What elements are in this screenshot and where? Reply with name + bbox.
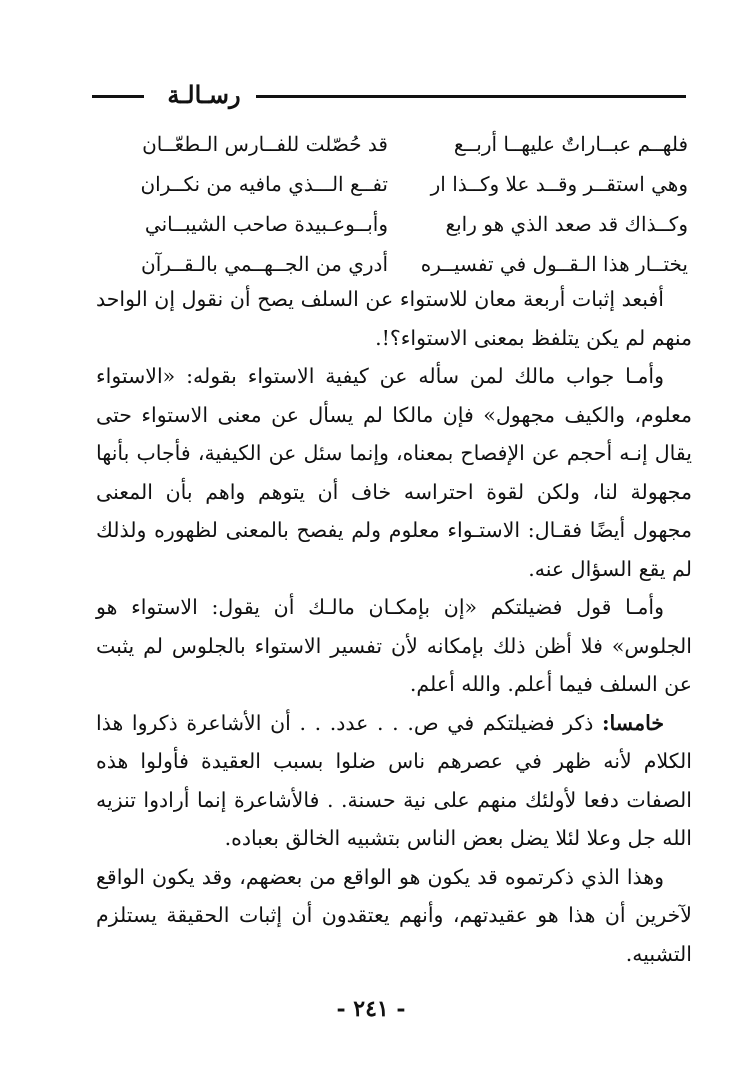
paragraph-2: وأمـا جواب مالك لمن سأله عن كيفية الاستواء بقوله: «الاستواء معلوم، والكيف مجهول» فإن مالكا لم يسأل عن معنى الاستواء حتى يقال إنـه أحجم عن الإفصاح بمعناه، وإنما سئل عن الكيفية، فأجاب بأنها مجهولة لنا، ولكن لقوة احتراسه خاف أن يتوهم واهم بأن المعنى مجهول أيضًا فقـال: الاستـواء معلوم ولم يفصح بالمعنى لظهوره ولذلك لم يقع السؤال عنه.	[96, 364, 692, 581]
header-rule-right	[256, 95, 686, 98]
verse-second-hemistich: وأبــوعـبيدة صاحب الشيبــاني	[144, 212, 388, 236]
verse-second-hemistich: قد حُصّلت للفــارس الـطعّــان	[142, 132, 388, 156]
paragraph-3: وأمـا قول فضيلتكم «إن بإمكـان مالـك أن يقول: الاستواء هو الجلوس» فلا أظن ذلك بإمكانه لأن تفسير الاستواء بالجلوس لم يثبت عن السلف فيما أعلم. والله أعلم.	[96, 595, 692, 696]
verse-first-hemistich: فلهــم عبــاراتٌ عليهــا أربــع	[453, 132, 688, 156]
poem-block	[96, 124, 688, 284]
paragraph-4-text: ذكر فضيلتكم في ص. . . عدد. . . أن الأشاعرة ذكروا هذا الكلام لأنه ظهر في عصرهم ناس ضلوا بسبب العقيدة فأولوا هذه الصفات دفعا لأولئك منهم على نية حسنة. . فالأشاعرة إنما أرادوا تنزيه الله جل وعلا لئلا يضل بعض الناس بتشبيه الخالق بعباده.	[96, 710, 692, 850]
paragraph-1: أفبعد إثبات أربعة معان للاستواء عن السلف يصح أن نقول إن الواحد منهم لم يكن يتلفظ بمعنى الاستواء؟!.	[96, 287, 692, 350]
poem-verse	[96, 124, 688, 164]
verse-second-hemistich: تفــع الـــذي مافيه من نكــران	[140, 172, 388, 196]
verse-second-hemistich: أدري من الجــهــمي بالـقــرآن	[141, 252, 388, 276]
header-title: رسـالـة	[167, 80, 241, 109]
body-text	[96, 280, 692, 973]
poem-verse	[96, 244, 688, 284]
poem-verse	[96, 204, 688, 244]
paragraph-5: وهذا الذي ذكرتموه قد يكون هو الواقع من بعضهم، وقد يكون الواقع لآخرين أن هذا هو عقيدتهم، وأنهم يعتقدون أن إثبات الحقيقة يستلزم التشبيه.	[96, 864, 692, 966]
paragraph-4	[96, 704, 692, 858]
header-rule-left	[92, 95, 144, 98]
page-number: - ٢٤١ -	[336, 996, 406, 1022]
running-header	[92, 78, 686, 112]
poem-verse	[96, 164, 688, 204]
verse-first-hemistich: وكــذاك قد صعد الذي هو رابع	[445, 212, 688, 236]
verse-first-hemistich: وهي استقــر وقــد علا وكــذا ار	[430, 172, 688, 196]
paragraph-4-lead: خامسا:	[601, 710, 664, 735]
verse-first-hemistich: يختــار هذا الـقــول في تفسيــره	[420, 252, 688, 276]
